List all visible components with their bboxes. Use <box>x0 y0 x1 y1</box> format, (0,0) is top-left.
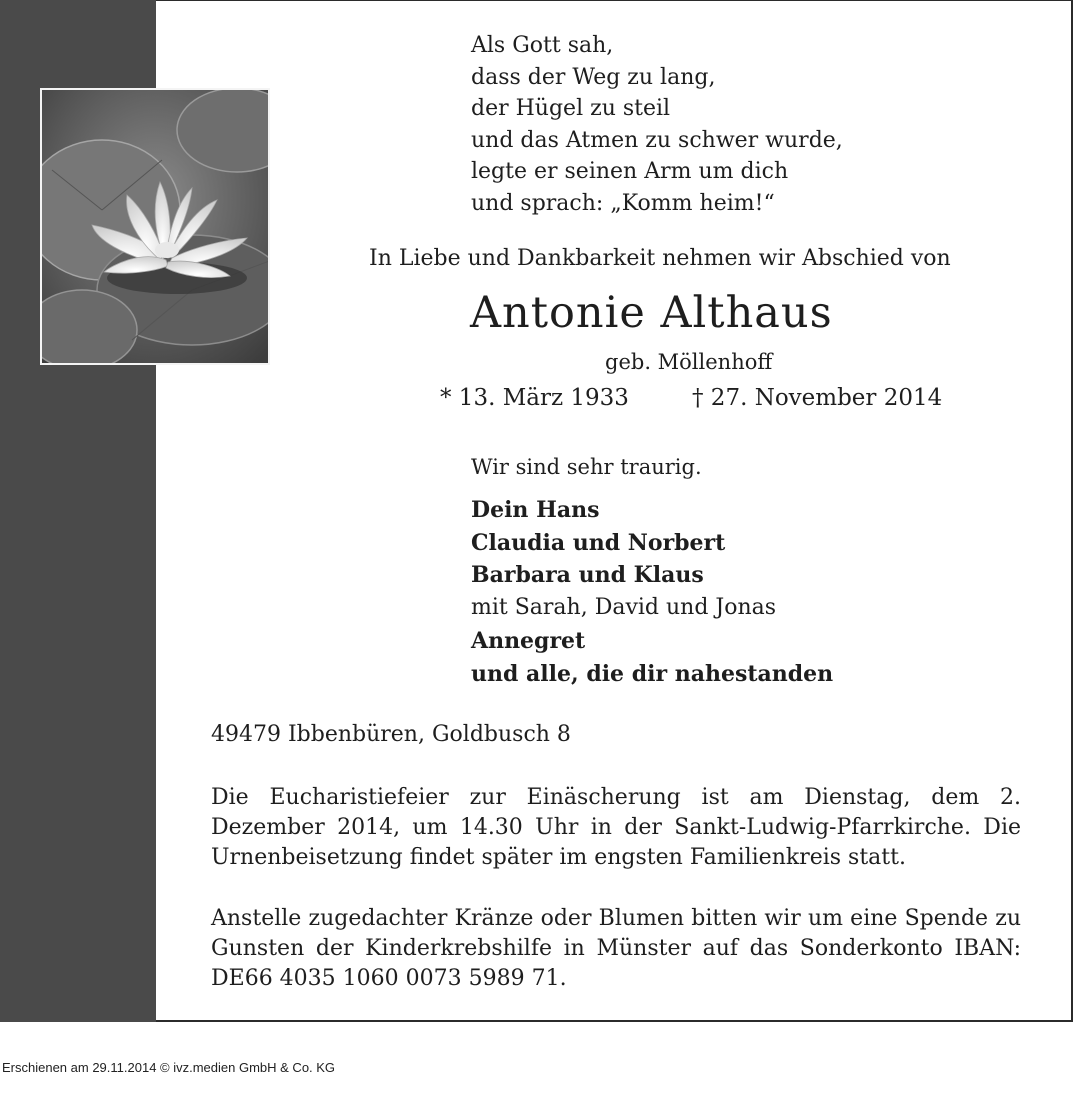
deceased-name: Antonie Althaus <box>470 288 833 338</box>
mourners-list <box>471 494 833 690</box>
mourner: Barbara und Klaus <box>471 562 704 589</box>
death-date: † 27. November 2014 <box>692 385 943 411</box>
mourner: Annegret <box>471 627 586 654</box>
poem <box>471 30 843 219</box>
mourner: Dein Hans <box>471 497 600 523</box>
poem-line: Als Gott sah, <box>471 33 614 58</box>
farewell-intro: In Liebe und Dankbarkeit nehmen wir Abschied von <box>369 246 951 271</box>
mourner: und alle, die dir nahestanden <box>471 660 834 687</box>
poem-line: legte er seinen Arm um dich <box>471 159 789 184</box>
mourning-statement: Wir sind sehr traurig. <box>471 455 702 479</box>
birth-date: * 13. März 1933 <box>440 385 629 411</box>
poem-line: der Hügel zu steil <box>471 96 671 121</box>
service-notice: Die Eucharistiefeier zur Einäscherung ist am Dienstag, dem 2. Dezember 2014, um 14.30 Uhr in der Sankt-Ludwig-Pfarrkirche. Die Urnenbeisetzung findet später im engsten Familienkreis statt. <box>211 785 1021 870</box>
mourner: Claudia und Norbert <box>471 529 726 556</box>
donation-notice: Anstelle zugedachter Kränze oder Blumen bitten wir um eine Spende zu Gunsten der Kinderkrebshilfe in Münster auf das Sonderkonto IBAN: DE66 4035 1060 0073 5989 71. <box>211 906 1021 991</box>
poem-line: und sprach: „Komm heim!“ <box>471 190 775 216</box>
water-lily-photo <box>40 88 270 365</box>
birth-name: geb. Möllenhoff <box>605 350 773 374</box>
family-address: 49479 Ibbenbüren, Goldbusch 8 <box>211 722 571 747</box>
publication-footer: Erschienen am 29.11.2014 © ivz.medien GmbH & Co. KG <box>2 1060 336 1075</box>
poem-line: und das Atmen zu schwer wurde, <box>471 127 843 153</box>
mourner-children: mit Sarah, David und Jonas <box>471 595 777 621</box>
poem-line: dass der Weg zu lang, <box>471 64 716 90</box>
